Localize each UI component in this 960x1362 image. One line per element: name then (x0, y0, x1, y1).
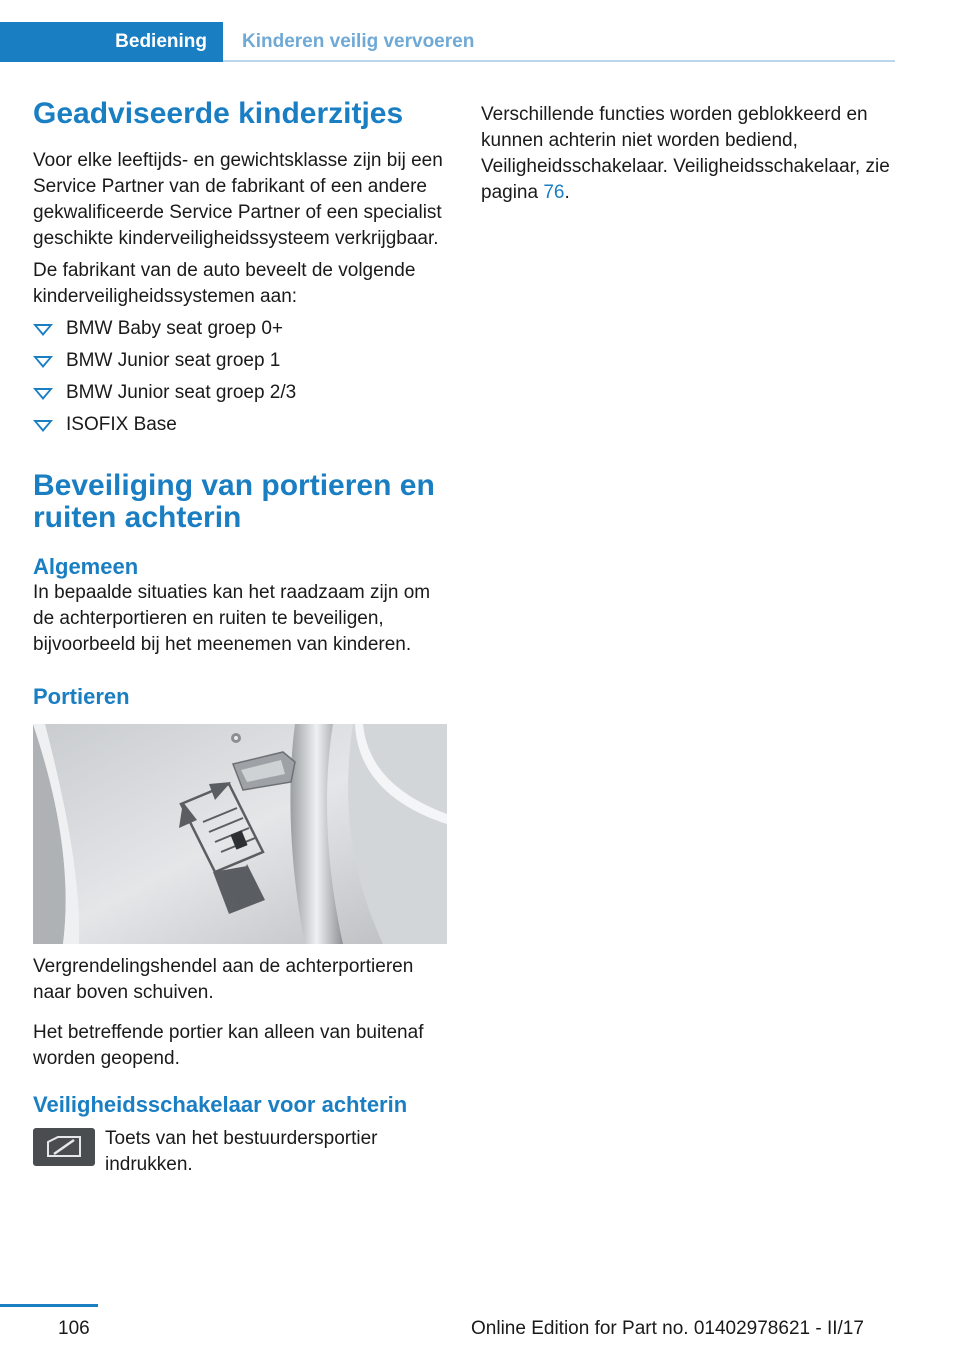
paragraph-algemeen: In bepaalde situaties kan het raadzaam zijn om de achterportieren en ruiten te beveiligen, bijvoorbeeld bij het meenemen van kinderen. (33, 582, 431, 655)
list-item (33, 348, 451, 374)
list-item-label: BMW Junior seat groep 1 (66, 350, 281, 371)
list-item (33, 412, 451, 438)
subsection-title-algemeen: Algemeen (33, 554, 139, 579)
tab-kinderen-veilig-vervoeren[interactable]: Kinderen veilig vervoeren (242, 31, 475, 52)
triangle-bullet-icon (33, 388, 53, 400)
list-item-label: BMW Junior seat groep 2/3 (66, 382, 297, 403)
paragraph-buitenaf: Het betreffende portier kan alleen van buitenaf worden geopend. (33, 1022, 424, 1069)
paragraph-kinderzitjes: Voor elke leeftijds- en gewichtsklasse zijn bij een Service Partner van de fabrikant of een andere gekwalificeerde Service Partner of een specialist geschikte kinderveiligheidssysteem verkrijgbaar. (33, 150, 443, 249)
section-title-beveiliging: Beveiliging van portieren en ruiten achterin (33, 469, 435, 534)
page-number-rule (0, 1304, 98, 1307)
triangle-bullet-icon (33, 324, 53, 336)
list-item-label: BMW Baby seat groep 0+ (66, 318, 284, 339)
switch-instruction: Toets van het bestuurdersportier indrukken. (105, 1128, 378, 1175)
safety-switch-row (33, 1126, 451, 1178)
triangle-bullet-icon (33, 356, 53, 368)
seat-list (33, 316, 451, 438)
page-76-link[interactable]: 76 (543, 182, 565, 203)
page-number: 106 (58, 1318, 90, 1339)
triangle-bullet-icon (33, 420, 53, 432)
door-lock-illustration (33, 724, 447, 944)
tab-bediening[interactable]: Bediening (0, 22, 223, 62)
section-title-kinderzitjes: Geadviseerde kinderzitjes (33, 97, 404, 130)
door-lock-photo (33, 724, 451, 944)
tab-underline (223, 60, 895, 62)
list-item (33, 380, 451, 406)
edition-footer: Online Edition for Part no. 01402978621 - II/17 (471, 1318, 864, 1339)
paragraph-functies-text: Verschillende functies worden geblokkeerd en kunnen achterin niet worden bediend, Veiligheidsschakelaar. Veiligheidsschakelaar, zie pagina (481, 104, 890, 203)
header-tabs (0, 22, 895, 62)
window-lock-glyph-icon (44, 1134, 84, 1160)
subsection-title-veiligheidsschakelaar: Veiligheidsschakelaar voor achterin (33, 1092, 408, 1117)
right-column (481, 102, 901, 206)
paragraph-end: . (564, 182, 570, 203)
left-column (33, 98, 451, 1178)
paragraph-hendel: Vergrendelingshendel aan de achterportieren naar boven schuiven. (33, 956, 414, 1003)
list-item-label: ISOFIX Base (66, 414, 177, 435)
list-item (33, 316, 451, 342)
paragraph-recommendation: De fabrikant van de auto beveelt de volgende kinderveiligheidssystemen aan: (33, 260, 416, 307)
paragraph-functies (481, 102, 901, 206)
window-lock-switch-icon (33, 1128, 95, 1166)
subsection-title-portieren: Portieren (33, 684, 130, 709)
